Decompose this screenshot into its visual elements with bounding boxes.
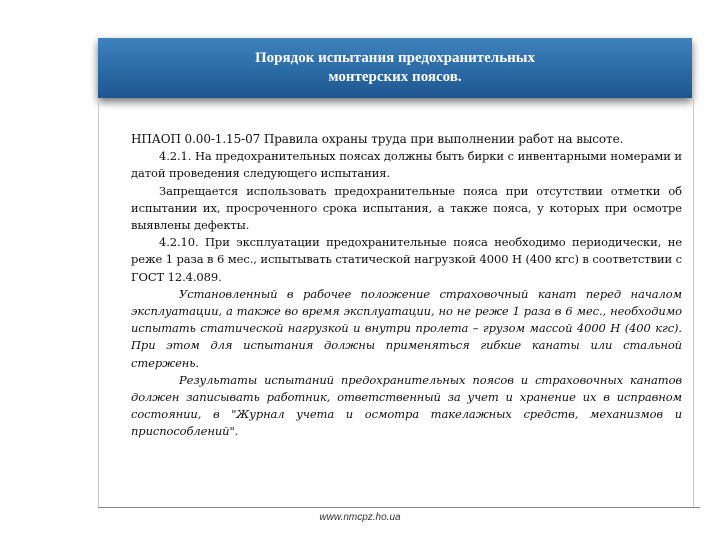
document-heading: НПАОП 0.00-1.15-07 Правила охраны труда при выполнении работ на высоте.: [131, 132, 624, 146]
page-title-line-2: монтерских поясов.: [328, 69, 462, 85]
paragraph-rope-test: Установленный в рабочее положение страховочный канат перед началом эксплуатации, а также во время эксплуатации, но не реже 1 раза в 6 мес., необходимо испытать статической нагрузкой и внутри пролета – грузом массой 4000 Н (400 кгс). При этом для испытания должны применяться гибкие канаты или стальной стержень.: [131, 286, 682, 370]
document-body: [131, 131, 682, 441]
title-banner: [98, 38, 692, 98]
footer-divider: [98, 507, 700, 508]
paragraph-4-2-1: 4.2.1. На предохранительных поясах должны быть бирки с инвентарными номерами и датой проведения следующего испытания.: [131, 149, 682, 181]
paragraph-results-log: Результаты испытаний предохранительных поясов и страховочных канатов должен записывать работник, ответственный за учет и хранение их в исправном состоянии, в "Журнал учета и осмотра такелажных средств, механизмов и приспособлений".: [131, 372, 682, 439]
paragraph-prohibition: Запрещается использовать предохранительные пояса при отсутствии отметки об испытании их, просроченного срока испытания, а также пояса, у которых при осмотре выявлены дефекты.: [131, 183, 682, 233]
page-title-line-1: Порядок испытания предохранительных: [255, 50, 535, 66]
paragraph-4-2-10: 4.2.10. При эксплуатации предохранительные пояса необходимо периодически, не реже 1 раза в 6 мес., испытывать статической нагрузкой 4000 Н (400 кгс) в соответствии с ГОСТ 12.4.089.: [131, 235, 682, 284]
footer-url[interactable]: www.nmcpz.ho.ua: [319, 512, 401, 523]
